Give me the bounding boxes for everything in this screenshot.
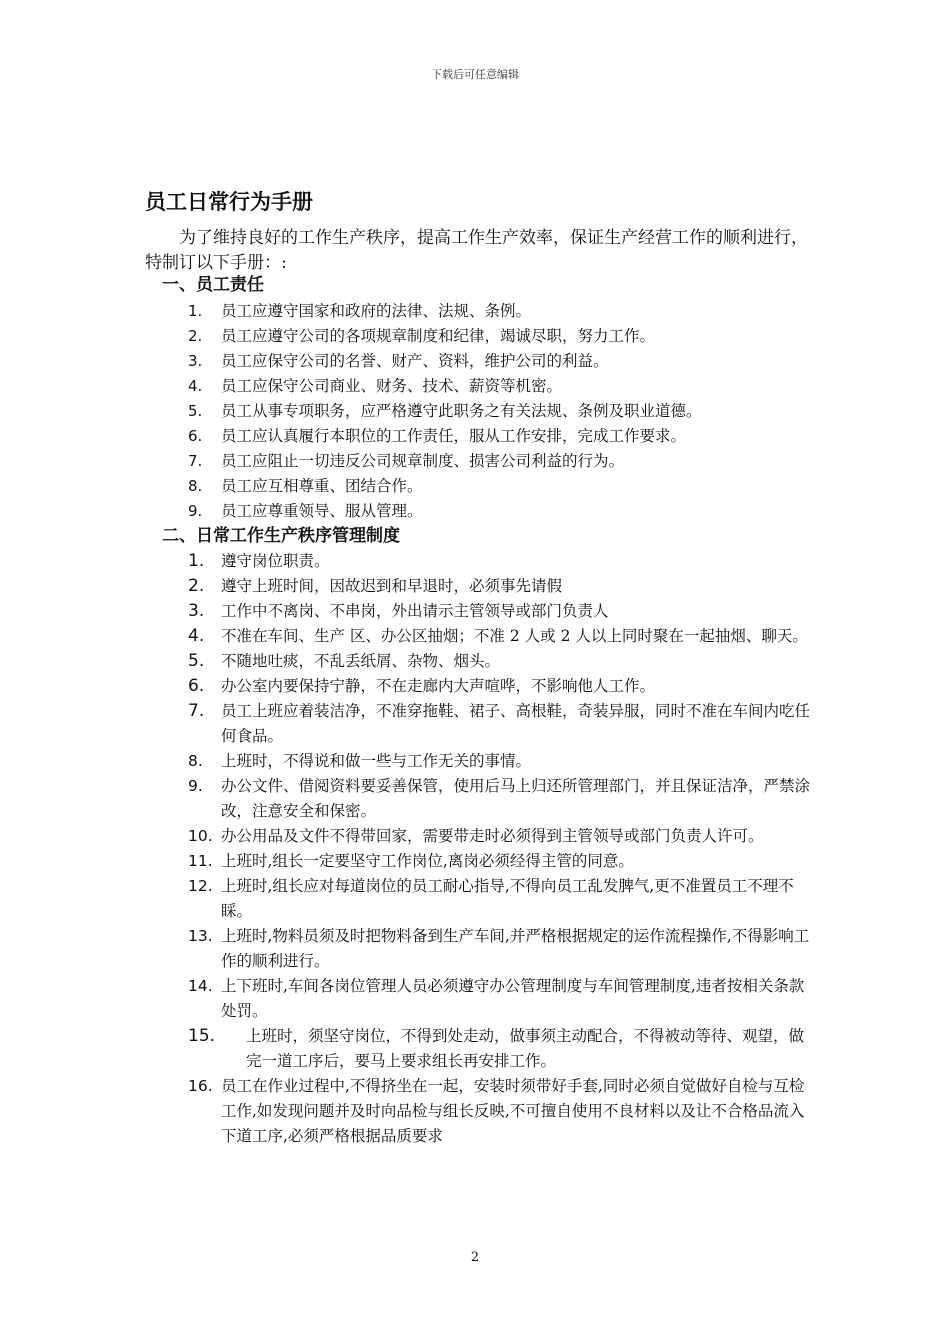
item-text: 员工应阻止一切违反公司规章制度、损害公司利益的行为。 [221, 452, 625, 470]
item-text: 办公用品及文件不得带回家，需要带走时必须得到主管领导或部门负责人许可。 [221, 827, 764, 845]
header-note: 下载后可任意编辑 [431, 68, 519, 81]
item-number: 1. [188, 302, 203, 320]
list-item [188, 499, 813, 524]
list-item [188, 924, 813, 974]
page-number: 2 [470, 1250, 480, 1265]
item-number: 5. [188, 402, 203, 420]
item-number: 15. [188, 1026, 216, 1046]
item-text: 上下班时,车间各岗位管理人员必须遵守办公管理制度与车间管理制度,违者按相关条款处罚。 [221, 977, 805, 1020]
item-text: 上班时,组长一定要坚守工作岗位,离岗必须经得主管的同意。 [221, 852, 634, 870]
item-text: 上班时，须坚守岗位，不得到处走动，做事须主动配合，不得被动等待、观望，做完一道工序后，要马上要求组长再安排工作。 [246, 1027, 805, 1070]
item-number: 2. [188, 327, 203, 345]
list-item [188, 349, 813, 374]
work-order-rules-list [188, 549, 813, 1149]
item-text: 上班时，不得说和做一些与工作无关的事情。 [221, 752, 532, 770]
item-number: 10. [188, 827, 213, 845]
list-item [188, 674, 813, 699]
section-heading-work-order-rules: 二、日常工作生产秩序管理制度 [162, 526, 400, 546]
section-heading-responsibilities: 一、员工责任 [162, 275, 264, 295]
list-item [188, 399, 813, 424]
item-text: 办公文件、借阅资料要妥善保管，使用后马上归还所管理部门，并且保证洁净，严禁涂改，注意安全和保密。 [221, 777, 811, 820]
item-number: 9. [188, 502, 203, 520]
item-text: 员工应保守公司的名誉、财产、资料，维护公司的利益。 [221, 352, 609, 370]
item-number: 2. [188, 576, 205, 596]
list-item [188, 649, 813, 674]
item-number: 8. [188, 477, 203, 495]
item-number: 11. [188, 852, 213, 870]
list-item [188, 549, 813, 574]
list-item [188, 774, 813, 824]
list-item [188, 1024, 813, 1074]
item-number: 13. [188, 927, 213, 945]
list-item [188, 299, 813, 324]
list-item [188, 699, 813, 749]
intro-paragraph: 为了维持良好的工作生产秩序，提高工作生产效率，保证生产经营工作的顺利进行，特制订以下手册：: [145, 228, 808, 273]
item-number: 6. [188, 427, 203, 445]
item-number: 3. [188, 352, 203, 370]
list-item [188, 849, 813, 874]
list-item [188, 749, 813, 774]
list-item [188, 599, 813, 624]
item-number: 9. [188, 777, 203, 795]
item-number: 4. [188, 377, 203, 395]
item-text: 不准在车间、生产 区、办公区抽烟；不准 2 人或 2 人以上同时聚在一起抽烟、聊天。 [221, 627, 808, 645]
item-number: 5. [188, 651, 205, 671]
list-item [188, 374, 813, 399]
item-number: 14. [188, 977, 213, 995]
document-title: 员工日常行为手册 [145, 190, 313, 214]
list-item [188, 449, 813, 474]
item-number: 4. [188, 626, 205, 646]
list-item [188, 974, 813, 1024]
item-text: 员工应保守公司商业、财务、技术、薪资等机密。 [221, 377, 563, 395]
list-item [188, 874, 813, 924]
item-text: 员工应互相尊重、团结合作。 [221, 477, 423, 495]
item-number: 7. [188, 701, 205, 721]
item-number: 6. [188, 676, 205, 696]
item-text: 员工应遵守公司的各项规章制度和纪律，竭诚尽职，努力工作。 [221, 327, 656, 345]
item-number: 7. [188, 452, 203, 470]
item-number: 8. [188, 752, 203, 770]
item-number: 16. [188, 1077, 213, 1095]
list-item [188, 474, 813, 499]
item-number: 1. [188, 551, 205, 571]
item-text: 员工应遵守国家和政府的法律、法规、条例。 [221, 302, 532, 320]
item-text: 不随地吐痰，不乱丢纸屑、杂物、烟头。 [221, 652, 501, 670]
list-item [188, 324, 813, 349]
item-text: 遵守上班时间，因故迟到和早退时，必须事先请假 [221, 577, 563, 595]
responsibilities-list [188, 299, 813, 524]
item-number: 12. [188, 877, 213, 895]
list-item [188, 574, 813, 599]
item-text: 办公室内要保持宁静，不在走廊内大声喧哗，不影响他人工作。 [221, 677, 656, 695]
list-item [188, 424, 813, 449]
list-item [188, 1074, 813, 1149]
item-text: 员工从事专项职务，应严格遵守此职务之有关法规、条例及职业道德。 [221, 402, 702, 420]
list-item [188, 624, 813, 649]
item-text: 员工应尊重领导、服从管理。 [221, 502, 423, 520]
item-text: 上班时,物料员须及时把物料备到生产车间,并严格根据规定的运作流程操作,不得影响工作的顺利进行。 [221, 927, 810, 970]
item-text: 员工应认真履行本职位的工作责任，服从工作安排，完成工作要求。 [221, 427, 687, 445]
item-text: 遵守岗位职责。 [221, 552, 330, 570]
list-item [188, 824, 813, 849]
item-number: 3. [188, 601, 205, 621]
item-text: 工作中不离岗、不串岗，外出请示主管领导或部门负责人 [221, 602, 609, 620]
item-text: 员工上班应着装洁净，不准穿拖鞋、裙子、高根鞋，奇装异服，同时不准在车间内吃任何食品。 [221, 702, 811, 745]
item-text: 员工在作业过程中,不得挤坐在一起，安装时须带好手套,同时必须自觉做好自检与互检工作,如发现问题并及时向品检与组长反映,不可擅自使用不良材料以及让不合格品流入下道工序,必须严格根据品质要求 [221, 1077, 805, 1145]
item-text: 上班时,组长应对每道岗位的员工耐心指导,不得向员工乱发脾气,更不准置员工不理不睬。 [221, 877, 794, 920]
